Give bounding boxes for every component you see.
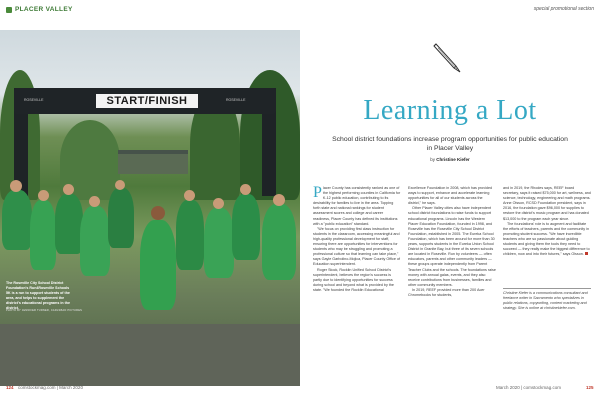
article-deck: School district foundations increase program opportunities for public education in Placer Valley (332, 136, 568, 152)
paragraph: Roger Stock, Rocklin Unified School District's superintendent, believes the region's success is partly due to identifying opportunities for success during school and beyond what is provided by the state. "We founded the Rocklin Educational (313, 267, 394, 292)
finish-sign-text: START/FINISH (106, 95, 188, 107)
page-number-right: 125 (586, 385, 594, 390)
article-column-2 (408, 186, 496, 298)
paragraph-text: The foundations' role is to augment and facilitate the efforts of teachers, parents and the community in promoting student success. "We have incredible teachers who are so passionate about guiding students and giving them the tools they need to succeed — they really make the biggest difference to children, now and into their futures," says Olsson. (503, 221, 590, 257)
section-name: PLACER VALLEY (15, 6, 73, 13)
photo-caption: The Roseville City School District Foundation's Run4Roseville Schools 5K is a run to support students of the area, and helps to supplement the district's educational programs in the district. (6, 281, 70, 310)
paragraph: and in 2019, the Rhodes says, REEF board secretary, says it raised $75,000 for art, wellness, and science, technology, engineering and math programs. Anne Olsson, RCSD Foundation president, says in 2016, the foundation gave $96,000 for supplies to restore the district's music program and has donated $13,000 to the program each year since. (503, 186, 591, 221)
race-photo (0, 30, 300, 386)
paragraph (313, 186, 401, 227)
paragraph: Other Placer Valley cities also have independent school district foundations to raise funds to support educational programs. Lincoln has the Western Placer Education Foundation, founded in 1998, and Roseville has the Roseville City School District Foundation, established in 2005. The Eureka School Foundation, which has been around for more than 30 years, supports students in the Eureka Union School District in Granite Bay, but three of its seven schools are located in Roseville. Run by volunteers — often educators, parents and other community leaders — these groups operate independently from Parent Teacher Clubs and the schools. The foundations raise money with annual galas, events, and they also receive contributions from businesses, families and other community members. (408, 206, 496, 287)
pencil-icon (430, 40, 466, 76)
paragraph: In 2019, REEF provided more than 200 Acer Chromebooks for students, (408, 287, 485, 297)
article-column-3 (503, 186, 591, 257)
drop-cap: P (313, 184, 322, 201)
footer-left: comstockmag.com | March 2020 (18, 385, 83, 390)
promo-tag: special promotional section (533, 6, 594, 12)
paragraph: "We focus on providing first class instruction for students in the classroom, accessing meaningful and high-quality professional development for staff, ensuring there are opportunities for interventions for students who may be struggling and promoting a professional culture so that learning can take place," says Gayle Garbolino-Mojica, Placer County Office of Education superintendent. (313, 226, 401, 267)
finish-sign (96, 94, 198, 108)
bio-divider (503, 288, 591, 289)
byline-prefix: by (430, 157, 435, 162)
arch-sponsor-right: ROSEVILLE (226, 98, 246, 102)
arch-sponsor-left: ROSEVILLE (24, 98, 44, 102)
paragraph: Excellence Foundation in 2008, which has provided ways to support, enhance and accelerate learning opportunities for all of our students across the district," he says. (408, 186, 493, 206)
byline-author: Christine Kiefer (436, 157, 470, 162)
paragraph-text: lacer County has consistently ranked as one of the highest performing counties in California for K-12 public education, contributing to its desirability for families to live in the area. Topping forth state and national rankings for student assessment scores and college and career readiness, Placer County has defined its institutions with a "public education" standard. (313, 186, 401, 226)
author-bio: Christine Kiefer is a communications consultant and freelance writer in Sacramento who specializes in public relations, copywriting, content marketing and strategy. She is online at christinekiefer.com. (503, 291, 588, 311)
page-number-left: 124 (6, 385, 14, 390)
barn-building (118, 150, 188, 174)
end-mark-icon (585, 252, 588, 255)
article-column-1 (313, 186, 401, 293)
photo-credit: PHOTO BY JENNIFER TURNER, CARLSBAD PICTURES (6, 309, 83, 312)
article-headline: Learning a Lot (363, 95, 537, 126)
section-header (6, 6, 73, 13)
footer-right: March 2020 | comstockmag.com (496, 385, 561, 390)
paragraph (503, 222, 591, 258)
article-byline (310, 157, 590, 162)
leaf-icon (6, 7, 12, 13)
